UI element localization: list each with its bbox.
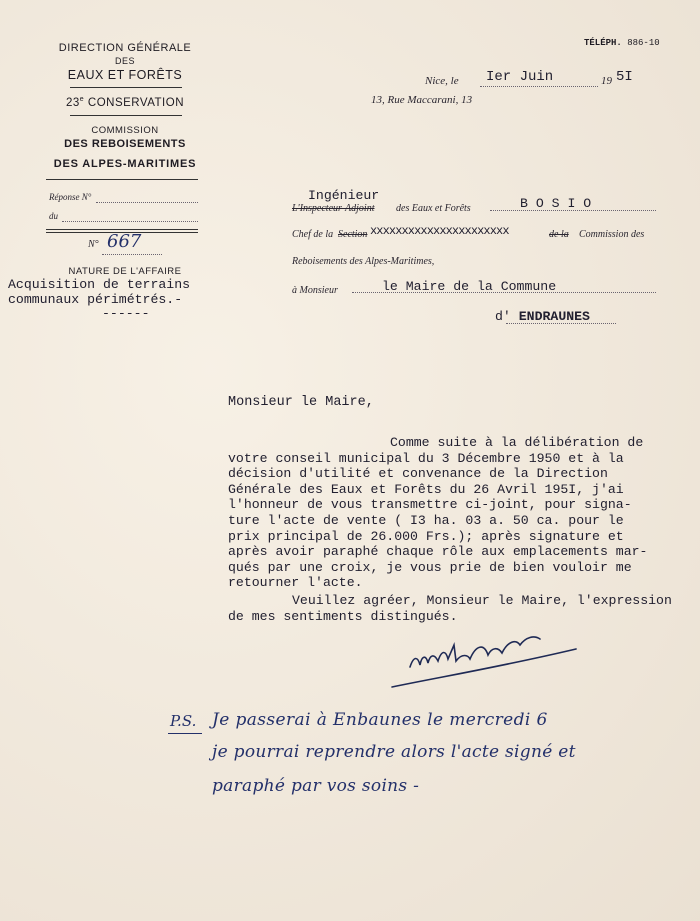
place-label: Nice, le: [425, 75, 459, 87]
date-line: [480, 86, 598, 87]
sender-line3: Reboisements des Alpes-Maritimes,: [292, 256, 435, 267]
number-value: 667: [107, 231, 142, 252]
header-rule-3: [46, 179, 198, 180]
chef-x-run: xxxxxxxxxxxxxxxxxxxxxx: [370, 224, 509, 238]
nature-line-1: Acquisition de terrains: [8, 277, 191, 292]
body-line: Veuillez agréer, Monsieur le Maire, l'expression: [292, 593, 672, 608]
header-conservation: 23e CONSERVATION: [66, 96, 184, 109]
chef-dela-struck: de la: [549, 229, 569, 240]
signature: [380, 615, 600, 695]
ps-line-3: paraphé par vos soins -: [212, 776, 420, 796]
body-line: après avoir paraphé chaque rôle aux emplacements mar-: [228, 544, 648, 560]
chef-suffix: Commission des: [579, 229, 645, 240]
number-label: N°: [88, 239, 99, 250]
nature-dash: ------: [102, 306, 150, 321]
reponse-line: [96, 202, 198, 203]
header-rule-1: [70, 87, 182, 88]
sender-title: Ingénieur: [308, 188, 380, 203]
du-label: du: [49, 211, 58, 221]
body-line: votre conseil municipal du 3 Décembre 1950 et à la: [228, 450, 624, 466]
body-line: l'honneur de vous transmettre ci-joint, pour signa-: [228, 497, 632, 513]
sender-org: des Eaux et Forêts: [396, 203, 471, 214]
date-day-month: Ier Juin: [486, 69, 554, 85]
reponse-label: Réponse N°: [49, 192, 92, 202]
header-commission: COMMISSION: [91, 125, 159, 136]
year-suffix: 5I: [616, 69, 633, 85]
body-line: prix principal de 26.000 Frs.); après signature et: [228, 528, 624, 544]
header-eaux-forets: EAUX ET FORÊTS: [67, 68, 183, 82]
phone: TÉLÉPH. 886-10: [584, 38, 660, 48]
ps-line-1: Je passerai à Enbaunes le mercredi 6: [212, 710, 548, 730]
ps-underline: [168, 733, 202, 734]
header-rule-4: [46, 229, 198, 230]
header-des: DES: [114, 56, 135, 66]
commune: d' ENDRAUNES: [495, 309, 590, 324]
to-line: [352, 292, 656, 293]
number-line: [102, 254, 162, 255]
header-rule-2: [70, 115, 182, 116]
body-line: qués par une croix, je vous prie de bien vouloir me: [228, 559, 632, 575]
year-prefix: 19: [601, 75, 612, 87]
du-line: [62, 221, 198, 222]
nature-line-2: communaux périmétrés.-: [8, 292, 183, 307]
header-direction: DIRECTION GÉNÉRALE: [58, 42, 192, 54]
commune-line: [506, 323, 616, 324]
to-value: le Maire de la Commune: [382, 279, 557, 294]
chef-struck: Section: [338, 229, 368, 240]
body-line: Générale des Eaux et Forêts du 26 Avril 195I, j'ai: [228, 481, 624, 497]
address: 13, Rue Maccarani, 13: [371, 94, 473, 106]
to-label: à Monsieur: [292, 285, 338, 296]
body-line: décision d'utilité et convenance de la Direction: [228, 466, 608, 482]
ps-line-2: je pourrai reprendre alors l'acte signé et: [212, 742, 576, 762]
body-line: ture l'acte de vente ( I3 ha. 03 a. 50 ca. pour le: [228, 512, 624, 528]
body-line: retourner l'acte.: [228, 575, 363, 591]
header-alpes: DES ALPES-MARITIMES: [53, 158, 197, 170]
chef-prefix: Chef de la: [292, 229, 334, 240]
body-line: de mes sentiments distingués.: [228, 608, 458, 624]
ps-label: P.S.: [170, 712, 197, 730]
nature-label: NATURE DE L'AFFAIRE: [68, 266, 182, 277]
sender-name: B O S I O: [520, 196, 592, 211]
sender-name-line: [490, 210, 656, 211]
header-reboisements: DES REBOISEMENTS: [64, 138, 186, 150]
salutation: Monsieur le Maire,: [228, 395, 374, 410]
body-line: Comme suite à la délibération de: [390, 435, 644, 450]
sender-title-struck: L'Inspecteur-Adjoint: [292, 203, 375, 214]
body-paragraph-1: [228, 435, 647, 591]
